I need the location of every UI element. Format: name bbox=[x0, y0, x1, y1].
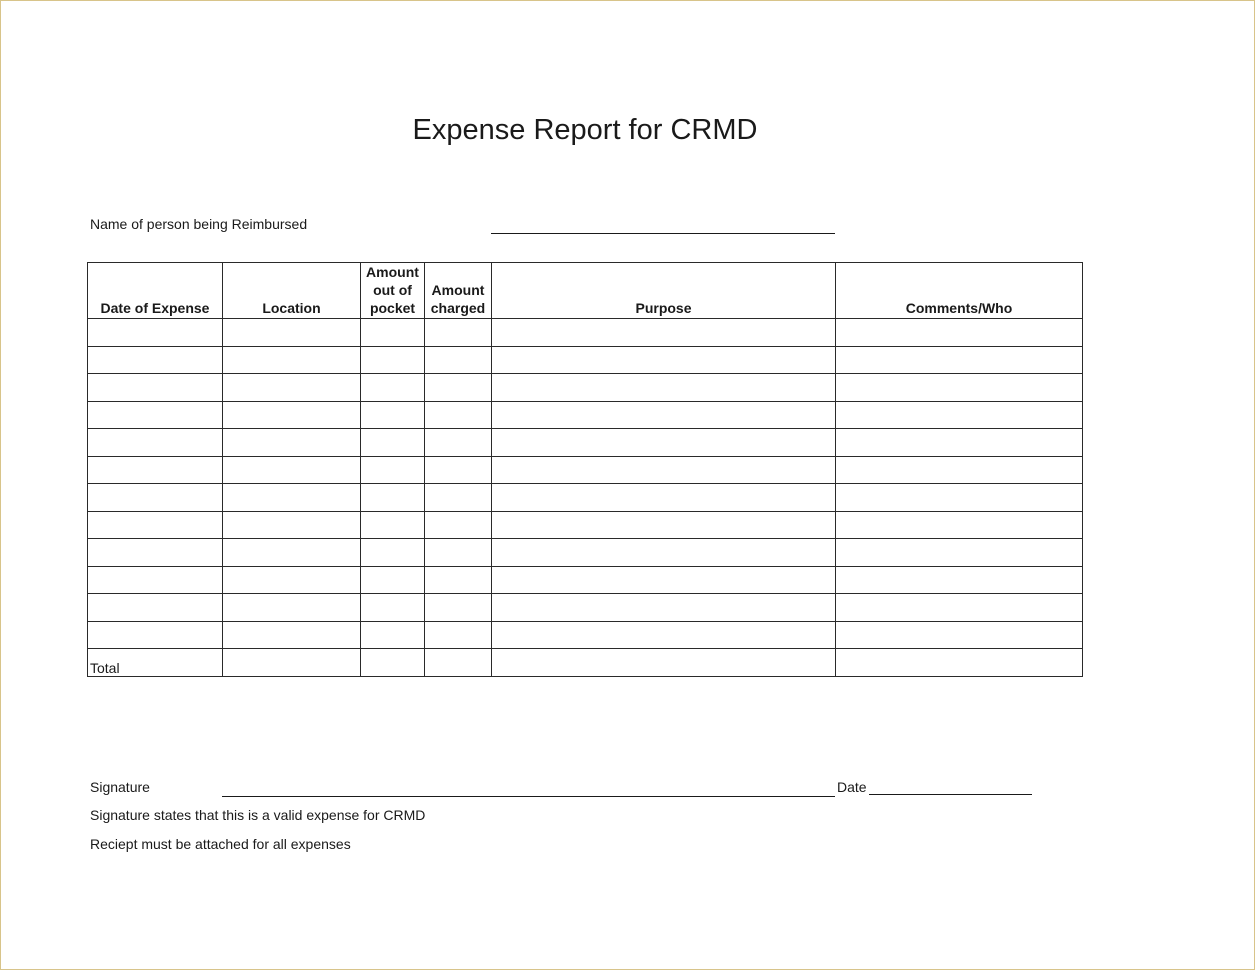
table-row bbox=[88, 621, 1083, 649]
header-date: Date of Expense bbox=[88, 263, 223, 319]
header-purpose: Purpose bbox=[492, 263, 836, 319]
table-cell[interactable] bbox=[223, 511, 361, 539]
total-cell[interactable] bbox=[223, 649, 361, 677]
table-cell[interactable] bbox=[88, 484, 223, 512]
table-cell[interactable] bbox=[492, 429, 836, 457]
table-cell[interactable] bbox=[361, 594, 425, 622]
total-cell[interactable] bbox=[492, 649, 836, 677]
table-cell[interactable] bbox=[836, 346, 1083, 374]
table-cell[interactable] bbox=[492, 346, 836, 374]
table-cell[interactable] bbox=[361, 621, 425, 649]
table-row bbox=[88, 401, 1083, 429]
table-cell[interactable] bbox=[223, 456, 361, 484]
signature-note: Signature states that this is a valid expense for CRMD bbox=[90, 807, 426, 823]
table-cell[interactable] bbox=[836, 539, 1083, 567]
table-cell[interactable] bbox=[425, 539, 492, 567]
table-cell[interactable] bbox=[492, 539, 836, 567]
table-cell[interactable] bbox=[425, 401, 492, 429]
table-cell[interactable] bbox=[88, 429, 223, 457]
table-cell[interactable] bbox=[425, 621, 492, 649]
table-cell[interactable] bbox=[492, 594, 836, 622]
table-cell[interactable] bbox=[223, 566, 361, 594]
table-cell[interactable] bbox=[88, 374, 223, 402]
table-cell[interactable] bbox=[425, 374, 492, 402]
table-cell[interactable] bbox=[361, 401, 425, 429]
table-cell[interactable] bbox=[425, 594, 492, 622]
table-cell[interactable] bbox=[361, 566, 425, 594]
table-cell[interactable] bbox=[88, 539, 223, 567]
table-cell[interactable] bbox=[88, 594, 223, 622]
total-cell[interactable] bbox=[425, 649, 492, 677]
table-cell[interactable] bbox=[88, 621, 223, 649]
signature-field-line[interactable] bbox=[222, 796, 835, 797]
date-label: Date bbox=[837, 779, 867, 795]
table-row bbox=[88, 539, 1083, 567]
table-cell[interactable] bbox=[836, 594, 1083, 622]
table-cell[interactable] bbox=[425, 319, 492, 347]
table-cell[interactable] bbox=[88, 319, 223, 347]
total-label: Total bbox=[88, 649, 223, 677]
table-cell[interactable] bbox=[223, 429, 361, 457]
table-cell[interactable] bbox=[223, 594, 361, 622]
header-amount-charged: Amount charged bbox=[425, 263, 492, 319]
table-cell[interactable] bbox=[361, 511, 425, 539]
table-row bbox=[88, 346, 1083, 374]
table-row bbox=[88, 429, 1083, 457]
table-cell[interactable] bbox=[836, 511, 1083, 539]
table-body bbox=[88, 319, 1083, 677]
table-cell[interactable] bbox=[361, 346, 425, 374]
signature-label: Signature bbox=[90, 779, 150, 795]
total-cell[interactable] bbox=[361, 649, 425, 677]
table-cell[interactable] bbox=[836, 621, 1083, 649]
table-cell[interactable] bbox=[492, 456, 836, 484]
table-cell[interactable] bbox=[223, 539, 361, 567]
table-cell[interactable] bbox=[836, 429, 1083, 457]
table-cell[interactable] bbox=[223, 346, 361, 374]
total-row bbox=[88, 649, 1083, 677]
table-row bbox=[88, 319, 1083, 347]
table-cell[interactable] bbox=[88, 401, 223, 429]
name-label: Name of person being Reimbursed bbox=[90, 216, 308, 232]
table-cell[interactable] bbox=[425, 484, 492, 512]
table-row bbox=[88, 374, 1083, 402]
table-cell[interactable] bbox=[361, 319, 425, 347]
document-title: Expense Report for CRMD bbox=[412, 114, 758, 146]
table-cell[interactable] bbox=[223, 401, 361, 429]
table-row bbox=[88, 594, 1083, 622]
total-cell[interactable] bbox=[836, 649, 1083, 677]
table-cell[interactable] bbox=[425, 346, 492, 374]
table-row bbox=[88, 566, 1083, 594]
table-row bbox=[88, 484, 1083, 512]
header-location: Location bbox=[223, 263, 361, 319]
table-cell[interactable] bbox=[361, 456, 425, 484]
table-cell[interactable] bbox=[223, 319, 361, 347]
table-cell[interactable] bbox=[836, 566, 1083, 594]
table-cell[interactable] bbox=[425, 429, 492, 457]
table-cell[interactable] bbox=[836, 484, 1083, 512]
expense-table bbox=[87, 262, 1083, 677]
table-cell[interactable] bbox=[492, 401, 836, 429]
table-cell[interactable] bbox=[836, 456, 1083, 484]
table-cell[interactable] bbox=[223, 621, 361, 649]
receipt-note: Reciept must be attached for all expenses bbox=[90, 836, 351, 852]
table-cell[interactable] bbox=[88, 456, 223, 484]
date-field-line[interactable] bbox=[869, 794, 1032, 795]
table-cell[interactable] bbox=[492, 621, 836, 649]
header-amount-out-of-pocket: Amount out of pocket bbox=[361, 263, 425, 319]
table-cell[interactable] bbox=[836, 319, 1083, 347]
table-cell[interactable] bbox=[223, 484, 361, 512]
table-cell[interactable] bbox=[88, 346, 223, 374]
table-row bbox=[88, 511, 1083, 539]
table-cell[interactable] bbox=[492, 484, 836, 512]
table-cell[interactable] bbox=[425, 456, 492, 484]
header-row bbox=[88, 263, 1083, 319]
table-cell[interactable] bbox=[836, 401, 1083, 429]
table-cell[interactable] bbox=[361, 539, 425, 567]
table-cell[interactable] bbox=[492, 566, 836, 594]
table-cell[interactable] bbox=[492, 374, 836, 402]
table-cell[interactable] bbox=[492, 319, 836, 347]
table-cell[interactable] bbox=[361, 374, 425, 402]
table-row bbox=[88, 456, 1083, 484]
table-cell[interactable] bbox=[425, 511, 492, 539]
table-cell[interactable] bbox=[361, 429, 425, 457]
table-cell[interactable] bbox=[425, 566, 492, 594]
name-field-line[interactable] bbox=[491, 233, 835, 234]
table-cell[interactable] bbox=[836, 374, 1083, 402]
table-cell[interactable] bbox=[88, 566, 223, 594]
table-cell[interactable] bbox=[492, 511, 836, 539]
header-comments: Comments/Who bbox=[836, 263, 1083, 319]
table-cell[interactable] bbox=[223, 374, 361, 402]
table-cell[interactable] bbox=[88, 511, 223, 539]
table-cell[interactable] bbox=[361, 484, 425, 512]
